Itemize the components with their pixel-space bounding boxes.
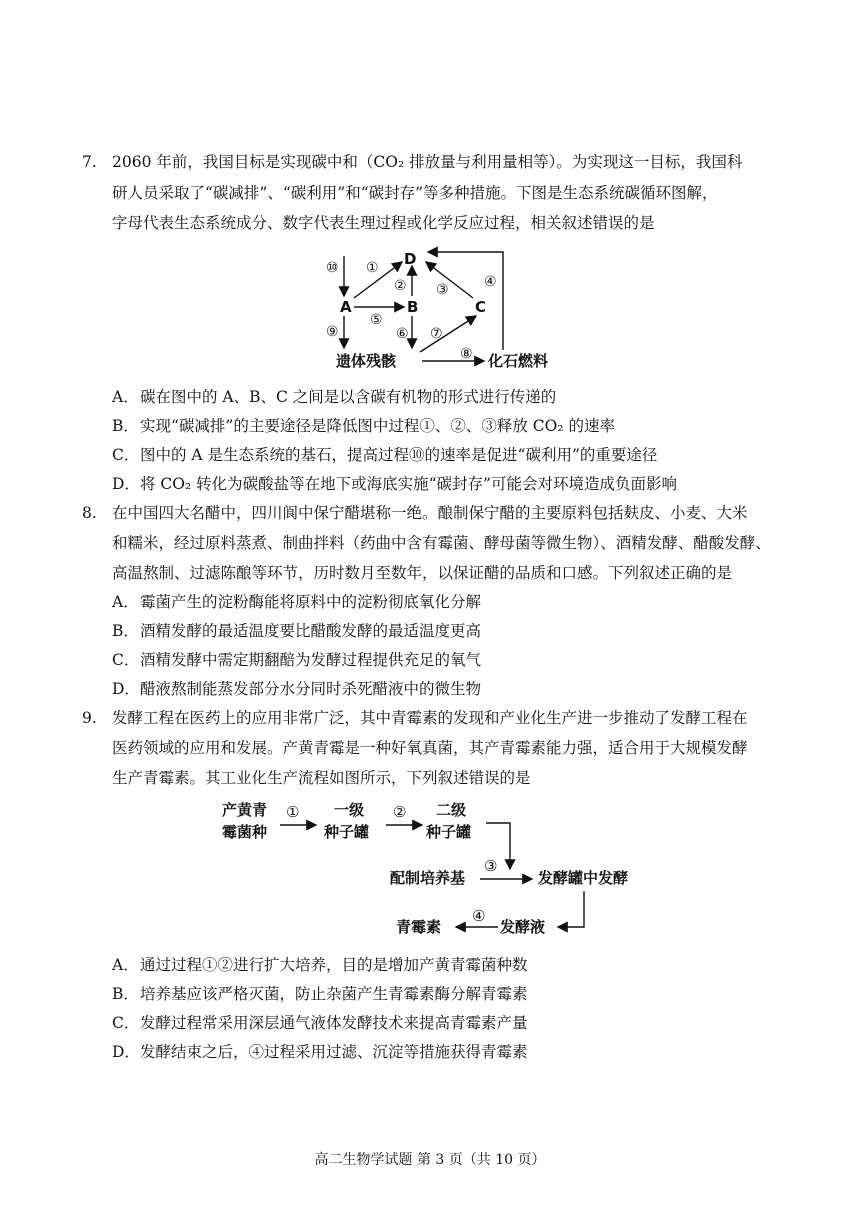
flow-step-4: ④ <box>472 907 486 925</box>
flow-product: 青霉素 <box>396 918 442 936</box>
q7-stem-2: 研人员采取了“碳减排”、“碳利用”和“碳封存”等多种措施。下图是生态系统碳循环图解， <box>112 184 718 202</box>
flow-step-3: ③ <box>484 857 498 875</box>
node-d: D <box>404 250 417 268</box>
label-n10: ⑩ <box>326 260 339 276</box>
q7-option-b: B．实现“碳减排”的主要途径是降低图中过程①、②、③释放 CO₂ 的速率 <box>112 417 615 435</box>
node-c: C <box>475 298 487 316</box>
q8-line-1 <box>82 502 748 524</box>
flow-seed2-line1: 二级 <box>436 801 467 819</box>
flow-broth: 发酵液 <box>500 918 546 936</box>
node-remains: 遗体残骸 <box>336 352 397 370</box>
q9-option-c: C．发酵过程常采用深层通气液体发酵技术来提高青霉素产量 <box>112 1014 528 1032</box>
q7-stem-3: 字母代表生态系统成分、数字代表生理过程或化学反应过程，相关叙述错误的是 <box>112 214 655 232</box>
label-n6: ⑥ <box>396 326 409 342</box>
q8-option-c: C．酒精发酵中需定期翻醅为发酵过程提供充足的氧气 <box>112 651 482 669</box>
carbon-cycle-diagram <box>320 238 549 380</box>
q9-stem-3: 生产青霉素。其工业化生产流程如图所示，下列叙述错误的是 <box>112 769 531 787</box>
q8-number: 8. <box>82 504 97 522</box>
q7-number: 7. <box>82 153 97 171</box>
flow-strain-line1: 产黄青 <box>222 801 268 819</box>
flow-seed2-line2: 种子罐 <box>426 823 472 841</box>
q9-number: 9. <box>82 709 97 727</box>
q7-option-d: D．将 CO₂ 转化为碳酸盐等在地下或海底实施“碳封存”可能会对环境造成负面影响 <box>112 475 677 493</box>
q8-option-d: D．醋液熬制能蒸发部分水分同时杀死醋液中的微生物 <box>112 680 482 698</box>
q9-option-b: B．培养基应该严格灭菌，防止杂菌产生青霉素酶分解青霉素 <box>112 985 528 1003</box>
label-n4: ④ <box>484 274 497 290</box>
flow-ferment: 发酵罐中发酵 <box>538 869 629 887</box>
penicillin-flow-diagram <box>210 795 650 945</box>
q7-stem-1: 2060 年前，我国目标是实现碳中和（CO₂ 排放量与利用量相等）。为实现这一目标，我国科 <box>112 153 743 171</box>
label-n5: ⑤ <box>370 312 383 328</box>
page-footer: 高二生物学试题 第 3 页（共 10 页） <box>314 1152 546 1168</box>
label-n9: ⑨ <box>326 324 339 340</box>
node-a: A <box>340 298 352 316</box>
flow-step-1: ① <box>286 803 300 821</box>
q8-stem-1: 在中国四大名醋中，四川阆中保宁醋堪称一绝。酿制保宁醋的主要原料包括麸皮、小麦、大米 <box>112 504 748 522</box>
q9-line-1 <box>82 707 748 729</box>
q7-line-1 <box>82 151 742 173</box>
label-n2: ② <box>394 278 407 294</box>
flow-strain-line2: 霉菌种 <box>222 823 268 841</box>
flow-step-2: ② <box>393 803 407 821</box>
label-n1: ① <box>366 260 379 276</box>
label-n3: ③ <box>436 282 449 298</box>
q8-option-b: B．酒精发酵的最适温度要比醋酸发酵的最适温度更高 <box>112 622 482 640</box>
q9-stem-2: 医药领域的应用和发展。产黄青霉是一种好氧真菌，其产青霉素能力强，适合用于大规模发酵 <box>112 739 748 757</box>
label-n8: ⑧ <box>460 346 473 362</box>
node-fossil: 化石燃料 <box>488 352 549 370</box>
flow-seed1-line1: 一级 <box>334 801 365 819</box>
q9-option-d: D．发酵结束之后，④过程采用过滤、沉淀等措施获得青霉素 <box>112 1043 528 1061</box>
flow-medium: 配制培养基 <box>390 869 466 887</box>
q8-stem-2: 和糯米，经过原料蒸煮、制曲拌料（药曲中含有霉菌、酵母菌等微生物）、酒精发酵、醋酸发酵、 <box>112 534 771 552</box>
q8-stem-3: 高温熬制、过滤陈酿等环节，历时数月至数年，以保证醋的品质和口感。下列叙述正确的是 <box>112 564 733 582</box>
q7-option-a: A．碳在图中的 A、B、C 之间是以含碳有机物的形式进行传递的 <box>112 388 557 406</box>
arrow-c-to-d <box>426 262 473 298</box>
flow-arrow-back <box>558 891 584 927</box>
q9-option-a: A．通过过程①②进行扩大培养，目的是增加产黄青霉菌种数 <box>112 956 528 974</box>
label-n7: ⑦ <box>430 326 443 342</box>
node-b: B <box>407 298 419 316</box>
flow-seed1-line2: 种子罐 <box>324 823 370 841</box>
q7-option-c: C．图中的 A 是生态系统的基石，提高过程⑩的速率是促进“碳利用”的重要途径 <box>112 446 658 464</box>
q8-option-a: A．霉菌产生的淀粉酶能将原料中的淀粉彻底氧化分解 <box>112 593 482 611</box>
q9-stem-1: 发酵工程在医药上的应用非常广泛，其中青霉素的发现和产业化生产进一步推动了发酵工程在 <box>112 709 748 727</box>
